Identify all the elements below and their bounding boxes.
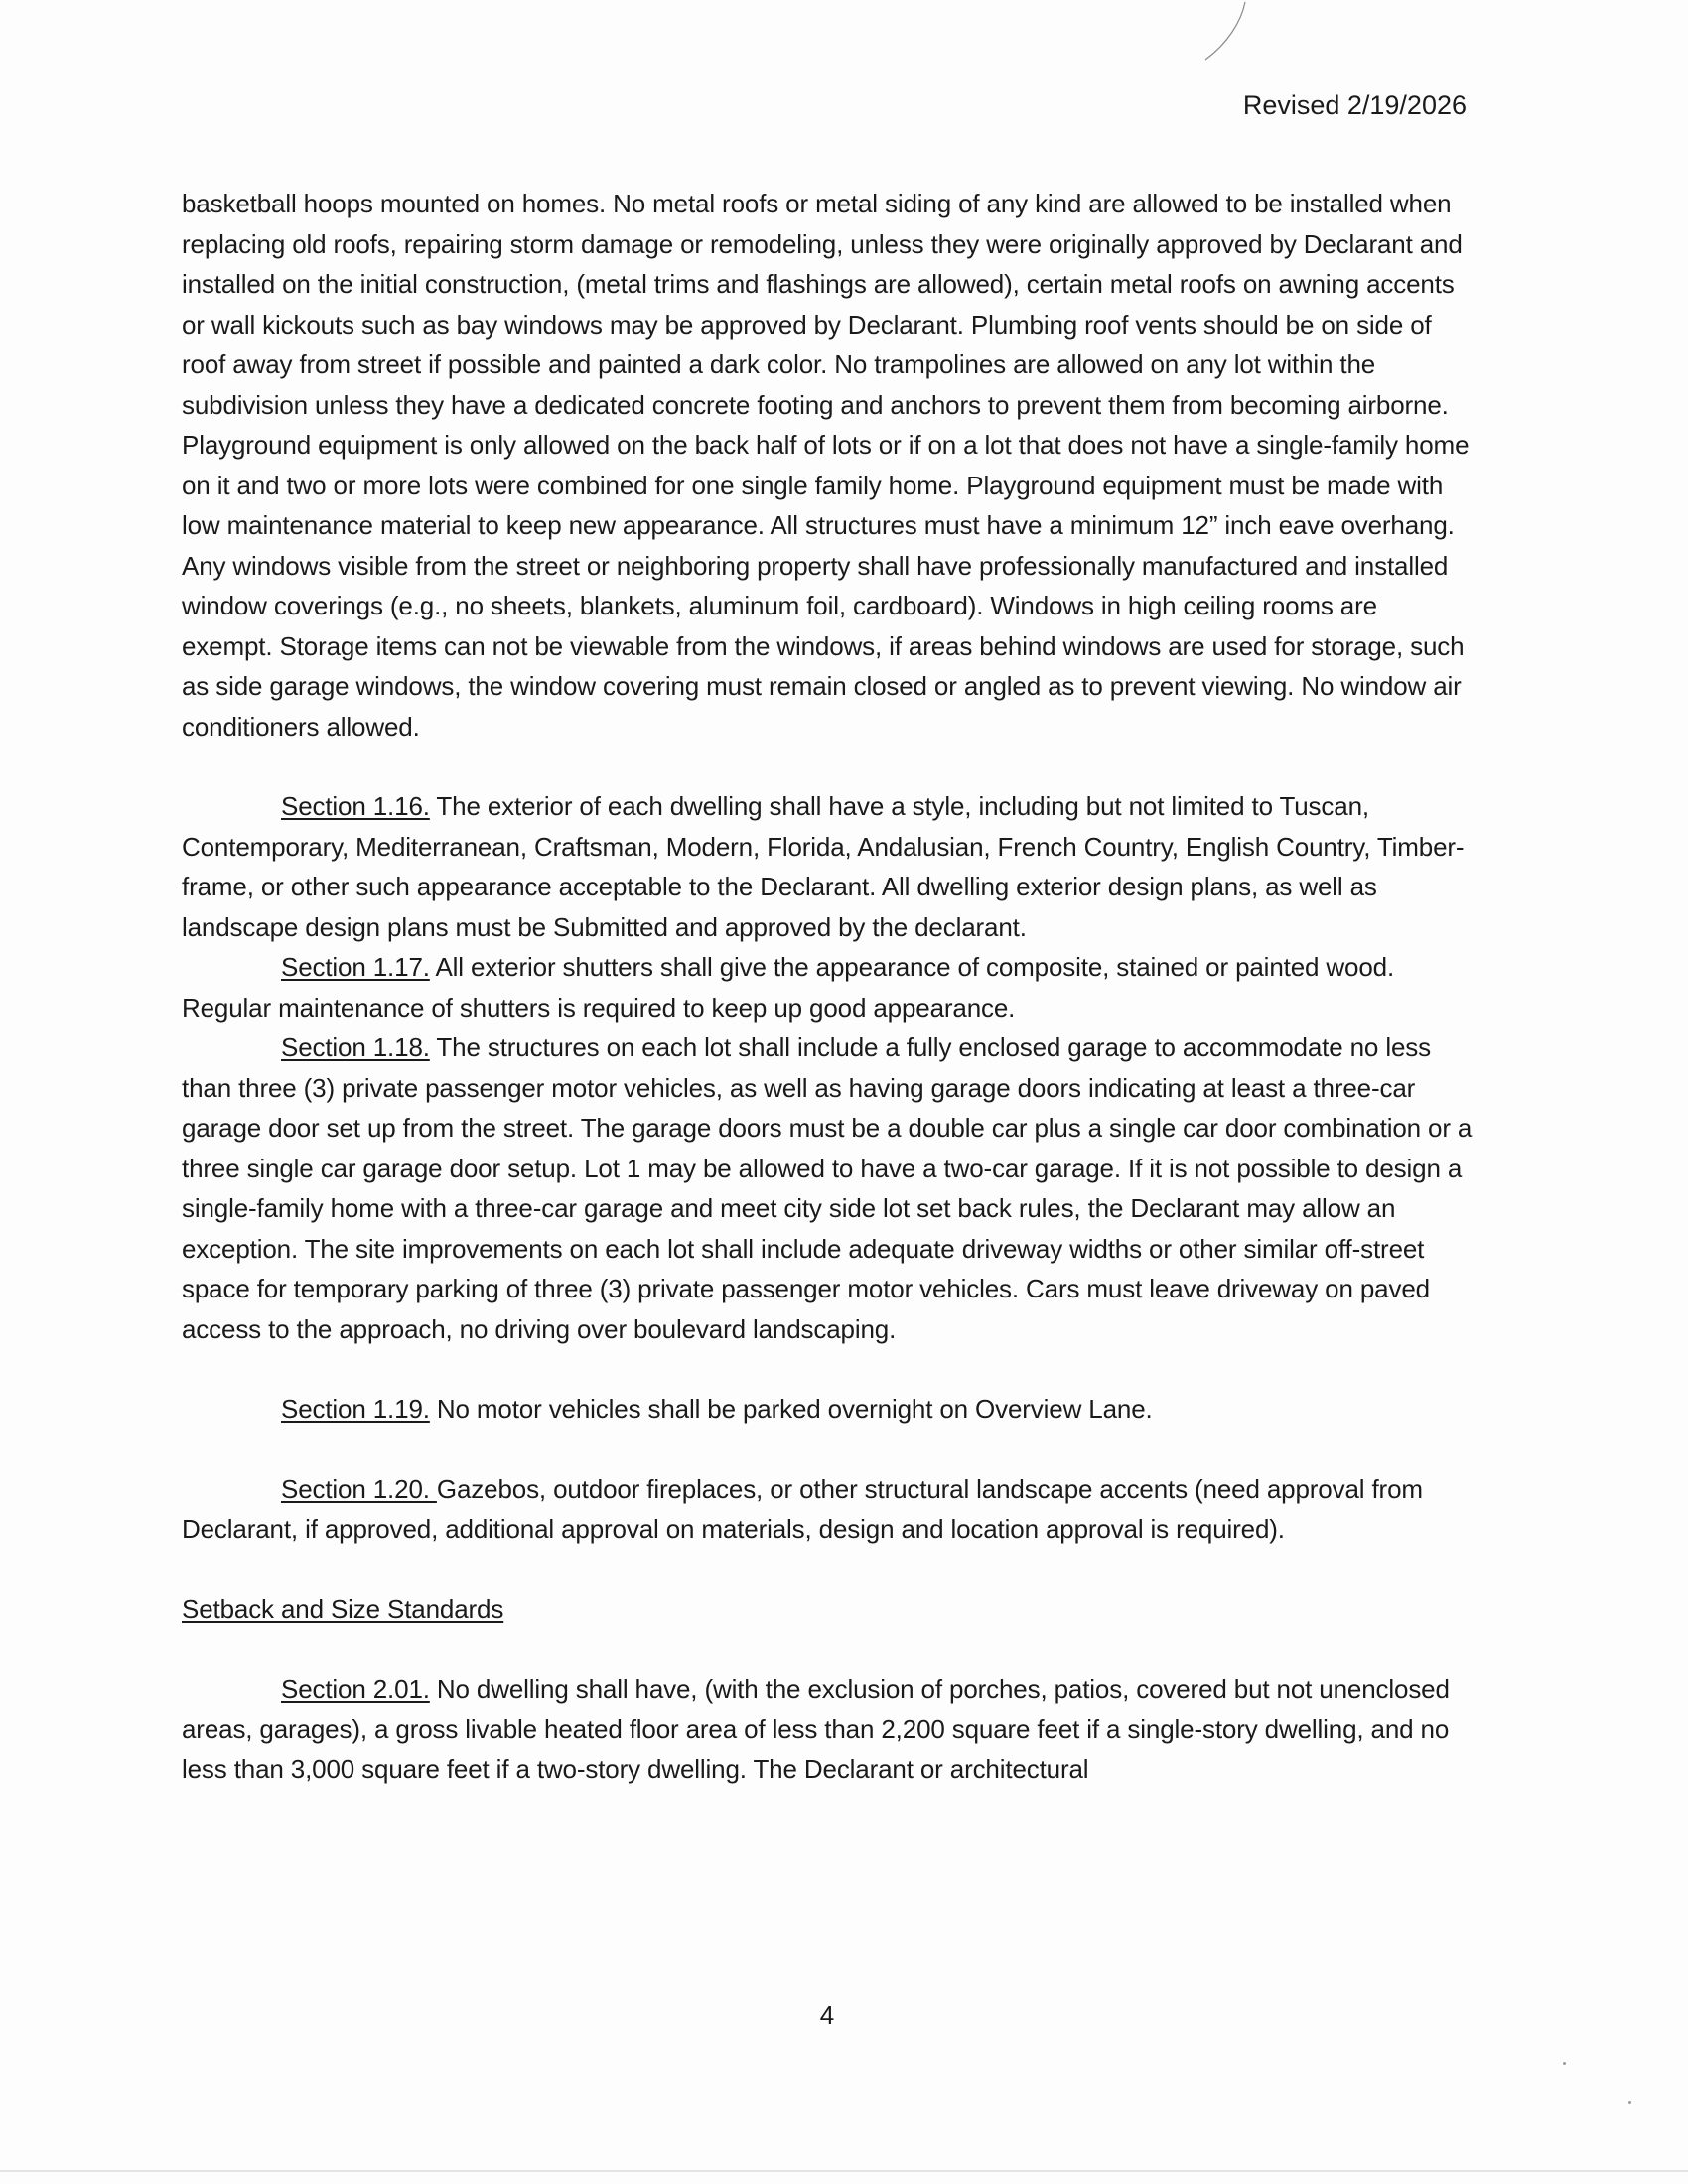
scan-speck [1628,2101,1631,2104]
section-1-20-text: Gazebos, outdoor fireplaces, or other structural landscape accents (need approval from Declarant, if approved, additional approval on materials, design and location approval is required). [182,1473,1423,1544]
section-1-18 [182,1027,1473,1349]
section-1-16 [182,786,1473,947]
section-1-19-text: No motor vehicles shall be parked overnight on Overview Lane. [429,1394,1153,1424]
setback-heading: Setback and Size Standards [182,1593,504,1624]
section-1-19 [182,1389,1473,1430]
paragraph-gap [182,1349,1473,1389]
scan-speck [1563,2062,1566,2065]
section-1-18-label: Section 1.18. [281,1032,430,1062]
intro-paragraph: basketball hoops mounted on homes. No metal roofs or metal siding of any kind are allowed to be installed when replacing old roofs, repairing storm damage or remodeling, unless they were originally approved by Declarant and installed on the initial construction, (metal trims and flashings are allowed), certain metal roofs on awning accents or wall kickouts such as bay windows may be approved by Declarant. Plumbing roof vents should be on side of roof away from street if possible and painted a dark color. No trampolines are allowed on any lot within the subdivision unless they have a dedicated concrete footing and anchors to prevent them from becoming airborne. Playground equipment is only allowed on the back half of lots or if on a lot that does not have a single-family home on it and two or more lots were combined for one single family home. Playground equipment must be made with low maintenance material to keep new appearance. All structures must have a minimum 12” inch eave overhang. Any windows visible from the street or neighboring property shall have professionally manufactured and installed window coverings (e.g., no sheets, blankets, aluminum foil, cardboard). Windows in high ceiling rooms are exempt. Storage items can not be viewable from the windows, if areas behind windows are used for storage, such as side garage windows, the window covering must remain closed or angled as to prevent viewing. No window air conditioners allowed. [182,189,1470,742]
section-1-17-label: Section 1.17. [281,952,430,982]
section-1-16-text: The exterior of each dwelling shall have a style, including but not limited to Tuscan, Contemporary, Mediterranean, Craftsman, Modern, Florida, Andalusian, French Country, English Country, Timber-frame, or other such appearance acceptable to the Declarant. All dwelling exterior design plans, as well as landscape design plans must be Submitted and approved by the declarant. [182,791,1465,942]
section-2-01-label: Section 2.01. [281,1674,430,1704]
pen-stroke-mark [1201,0,1251,62]
section-1-17-text: All exterior shutters shall give the appearance of composite, stained or painted wood. Regular maintenance of shutters is required to keep up good appearance. [182,952,1395,1023]
revision-date: Revised 2/19/2026 [1242,90,1467,120]
paragraph-gap [182,1430,1473,1469]
section-2-01 [182,1669,1473,1790]
paragraph-gap [182,1629,1473,1669]
section-1-16-label: Section 1.16. [281,791,430,821]
section-1-20 [182,1469,1473,1550]
scan-bottom-edge [0,2170,1688,2172]
section-1-20-label: Section 1.20. [281,1473,437,1504]
paragraph-gap [182,747,1473,786]
section-1-19-label: Section 1.19. [281,1394,430,1424]
section-1-17 [182,947,1473,1027]
page-number: 4 [819,2000,835,2030]
document-body [182,184,1473,1790]
section-1-18-text: The structures on each lot shall include a fully enclosed garage to accommodate no less than three (3) private passenger motor vehicles, as well as having garage doors indicating at least a three-car garage door set up from the street. The garage doors must be a double car plus a single car door combination or a three single car garage door setup. Lot 1 may be allowed to have a two-car garage. If it is not possible to design a single-family home with a three-car garage and meet city side lot set back rules, the Declarant may allow an exception. The site improvements on each lot shall include adequate driveway widths or other similar off-street space for temporary parking of three (3) private passenger motor vehicles. Cars must leave driveway on paved access to the approach, no driving over boulevard landscaping. [182,1032,1473,1344]
section-2-01-text: No dwelling shall have, (with the exclusion of porches, patios, covered but not unenclosed areas, garages), a gross livable heated floor area of less than 2,200 square feet if a single-story dwelling, and no less than 3,000 square feet if a two-story dwelling. The Declarant or architectural [182,1674,1450,1784]
paragraph-gap [182,1550,1473,1589]
